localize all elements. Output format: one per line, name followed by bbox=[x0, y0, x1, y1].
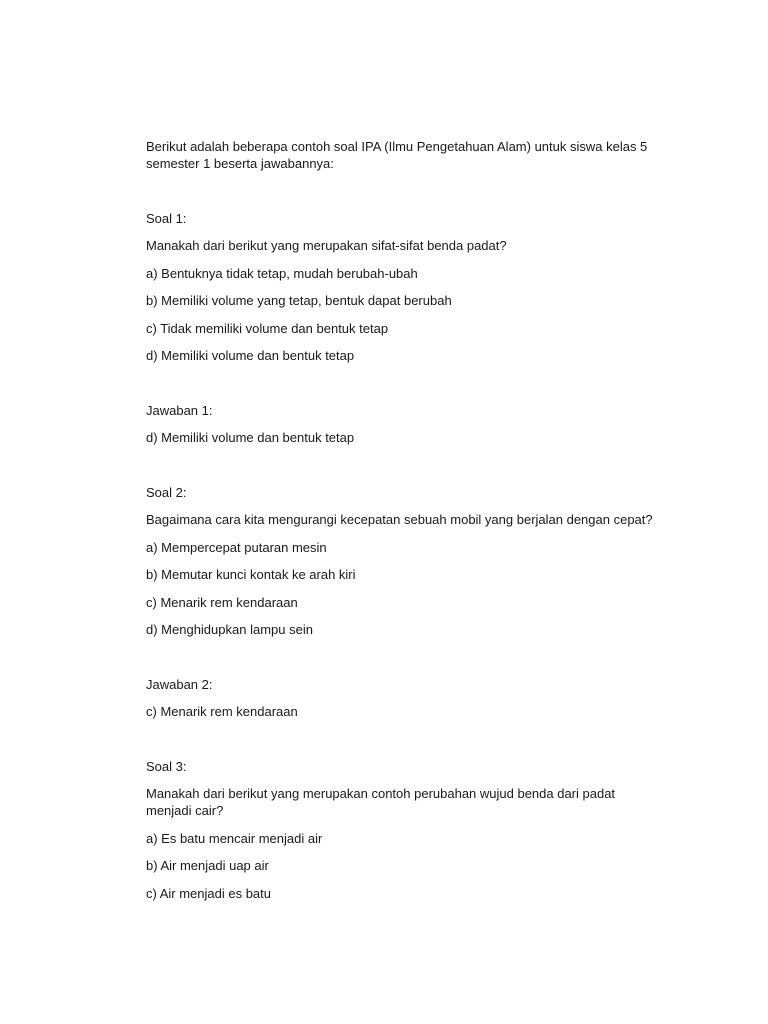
jawaban-1-heading: Jawaban 1: bbox=[146, 403, 213, 418]
intro-paragraph: Berikut adalah beberapa contoh soal IPA (Ilmu Pengetahuan Alam) untuk siswa kelas 5 semester 1 beserta jawabannya: bbox=[146, 139, 648, 171]
soal-1-question: Manakah dari berikut yang merupakan sifat-sifat benda padat? bbox=[146, 238, 507, 253]
soal-2-heading: Soal 2: bbox=[146, 485, 187, 500]
soal-3-option-b: b) Air menjadi uap air bbox=[146, 858, 269, 873]
soal-3-option-c: c) Air menjadi es batu bbox=[146, 886, 272, 901]
soal-2-option-c: c) Menarik rem kendaraan bbox=[146, 595, 298, 610]
soal-3-heading: Soal 3: bbox=[146, 759, 187, 774]
soal-1-option-d: d) Memiliki volume dan bentuk tetap bbox=[146, 348, 355, 363]
soal-2-option-d: d) Menghidupkan lampu sein bbox=[146, 622, 313, 637]
jawaban-2-answer: c) Menarik rem kendaraan bbox=[146, 704, 298, 719]
soal-1-option-c: c) Tidak memiliki volume dan bentuk tetap bbox=[146, 321, 389, 336]
soal-2-option-a: a) Mempercepat putaran mesin bbox=[146, 540, 327, 555]
soal-3-option-a: a) Es batu mencair menjadi air bbox=[146, 831, 323, 846]
soal-1-heading: Soal 1: bbox=[146, 211, 187, 226]
soal-2-option-b: b) Memutar kunci kontak ke arah kiri bbox=[146, 567, 356, 582]
soal-2-question: Bagaimana cara kita mengurangi kecepatan sebuah mobil yang berjalan dengan cepat? bbox=[146, 512, 653, 527]
soal-1-option-b: b) Memiliki volume yang tetap, bentuk dapat berubah bbox=[146, 293, 452, 308]
jawaban-1-answer: d) Memiliki volume dan bentuk tetap bbox=[146, 430, 355, 445]
soal-1-option-a: a) Bentuknya tidak tetap, mudah berubah-ubah bbox=[146, 266, 418, 281]
jawaban-2-heading: Jawaban 2: bbox=[146, 677, 213, 692]
soal-3-question: Manakah dari berikut yang merupakan contoh perubahan wujud benda dari padat menjadi cair? bbox=[146, 786, 616, 818]
